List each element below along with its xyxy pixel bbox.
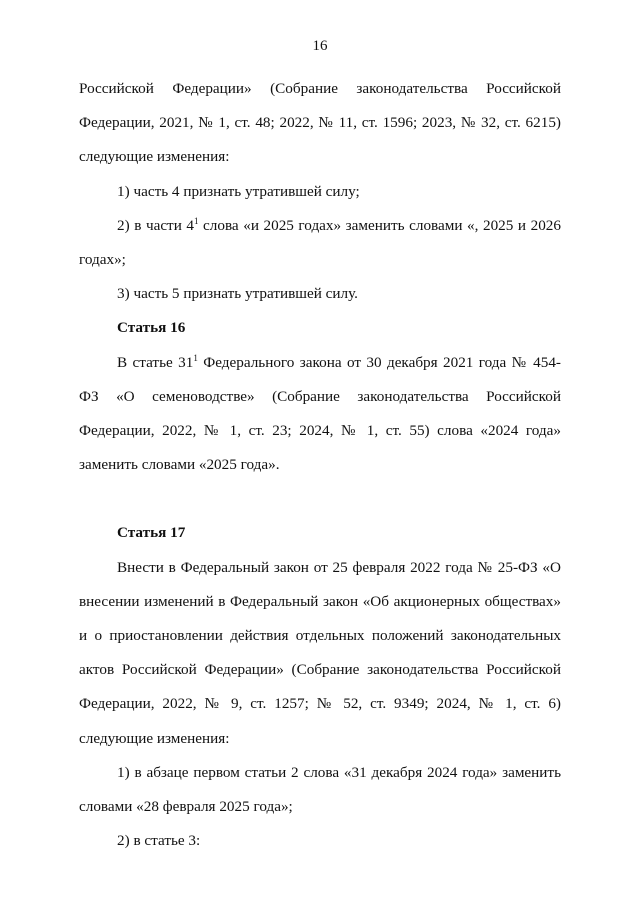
superscript: 1 (193, 352, 198, 363)
item-2-text-start: 2) в части 4 (117, 216, 194, 234)
article-17-item-1: 1) в абзаце первом статьи 2 слова «31 декабря 2024 года» заменить словами «28 февраля 2025 года»; (79, 763, 561, 816)
article-16-text (79, 346, 561, 483)
item-2-text-end: слова «и 2025 годах» заменить словами «, 2025 и 2026 годах»; (79, 216, 561, 269)
document-body (79, 72, 561, 858)
article-16-heading: Статья 16 (117, 319, 186, 337)
article-17-item-2: 2) в статье 3: (117, 832, 201, 850)
spacer (79, 482, 561, 516)
page-number: 16 (312, 38, 328, 54)
article-16-text-end: Федерального закона от 30 декабря 2021 года № 454-ФЗ «О семеноводстве» (Собрание законодательства Российской Федерации, 2022, № 1, ст. 23; 2024, № 1, ст. 55) слова «2024 года» заменить словами «2025 года». (79, 353, 561, 474)
article-16-text-start: В статье 31 (117, 353, 194, 371)
article-17-heading: Статья 17 (117, 524, 186, 542)
paragraph-item-3: 3) часть 5 признать утратившей силу. (117, 285, 358, 303)
paragraph-item-2 (79, 209, 561, 277)
paragraph-item-1: 1) часть 4 признать утратившей силу; (117, 182, 360, 200)
article-17-intro: Внести в Федеральный закон от 25 февраля 2022 года № 25-ФЗ «О внесении изменений в Федеральный закон «Об акционерных обществах» и о приостановлении действия отдельных положений законодательных актов Российской Федерации» (Собрание законодательства Российской Федерации, 2022, № 9, ст. 1257; № 52, ст. 9349; 2024, № 1, ст. 6) следующие изменения: (79, 558, 561, 747)
paragraph-continuation: Российской Федерации» (Собрание законодательства Российской Федерации, 2021, № 1, ст. 48; 2022, № 11, ст. 1596; 2023, № 32, ст. 6215) следующие изменения: (79, 80, 561, 166)
superscript: 1 (193, 215, 199, 226)
